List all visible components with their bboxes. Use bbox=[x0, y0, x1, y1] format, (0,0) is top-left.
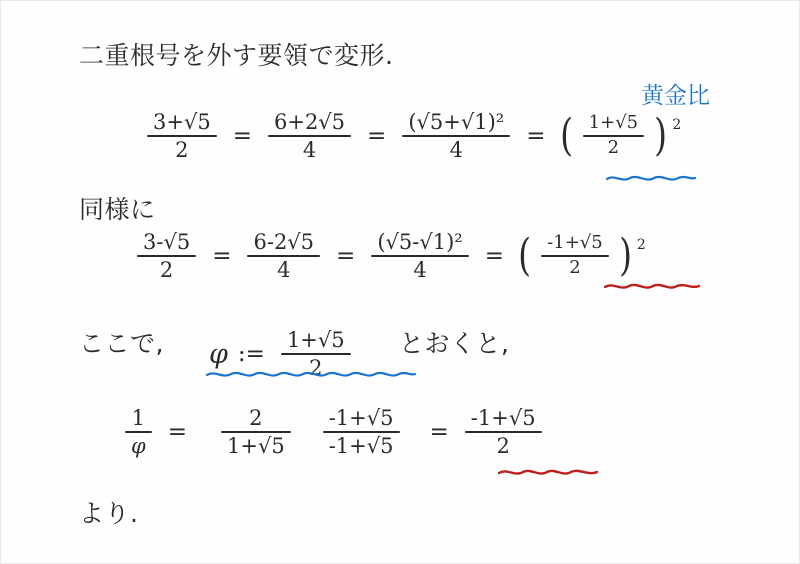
equation-1 bbox=[141, 109, 681, 163]
eq3-term-1-numerator: 2 bbox=[249, 406, 263, 430]
eq2-term-1-numerator: 3-√5 bbox=[143, 230, 191, 254]
eq1-term-2 bbox=[268, 109, 351, 163]
eq2-term-1 bbox=[137, 229, 196, 283]
eq3-term-3-numerator: -1+√5 bbox=[470, 406, 536, 430]
eq1-term-1-numerator: 3+√5 bbox=[153, 110, 211, 134]
right-paren: ) bbox=[618, 230, 632, 282]
eq2-term-1-denominator: 2 bbox=[159, 258, 174, 283]
blue-underline-definition bbox=[206, 369, 416, 379]
eq3-term-1 bbox=[221, 405, 291, 459]
eq1-term-2-numerator: 6+2√5 bbox=[273, 110, 346, 134]
eq1-term-4-fraction bbox=[583, 112, 644, 159]
eq3-term-3-denominator: 2 bbox=[496, 434, 510, 459]
eq1-term-4 bbox=[556, 110, 682, 162]
heading-text: 二重根号を外す要領で変形. bbox=[79, 41, 394, 70]
right-paren: ) bbox=[654, 110, 668, 162]
eq3-term-2-numerator: -1+√5 bbox=[328, 406, 394, 430]
eq2-term-4-fraction bbox=[541, 232, 609, 279]
eq1-equals-3: = bbox=[526, 123, 546, 150]
eq3-lhs-denominator: φ bbox=[131, 434, 146, 459]
therefore-text: より. bbox=[79, 499, 139, 528]
eq3-lhs-numerator: 1 bbox=[131, 406, 146, 430]
eq2-term-2-denominator: 4 bbox=[277, 258, 291, 283]
left-paren: ( bbox=[559, 110, 573, 162]
assignment-operator: := bbox=[237, 341, 265, 368]
eq1-term-3-numerator: (√5+√1)² bbox=[408, 110, 505, 134]
left-paren: ( bbox=[518, 230, 532, 282]
eq2-equals-2: = bbox=[336, 243, 356, 270]
eq2-equals-1: = bbox=[212, 243, 232, 270]
eq1-term-3-denominator: 4 bbox=[449, 138, 463, 163]
eq3-term-2-denominator: -1+√5 bbox=[328, 434, 394, 459]
eq2-term-4-exponent: 2 bbox=[636, 237, 646, 254]
eq2-term-4-numerator: -1+√5 bbox=[547, 232, 603, 254]
here-we-set-suffix: とおくと, bbox=[399, 329, 510, 358]
eq1-equals-2: = bbox=[367, 123, 387, 150]
eq1-term-1 bbox=[147, 109, 217, 163]
red-underline-eq2 bbox=[604, 281, 700, 291]
blue-underline-eq1 bbox=[606, 173, 696, 183]
red-underline-eq3 bbox=[498, 467, 598, 477]
similarly-text: 同様に bbox=[79, 195, 156, 224]
eq3-equals-1: = bbox=[167, 419, 187, 446]
definition-denominator: 2 bbox=[309, 356, 323, 381]
eq1-term-1-denominator: 2 bbox=[175, 138, 189, 163]
eq3-term-3 bbox=[465, 405, 542, 459]
equation-3 bbox=[119, 405, 548, 459]
eq1-term-4-numerator: 1+√5 bbox=[588, 112, 639, 134]
eq2-term-3 bbox=[371, 229, 468, 283]
eq2-term-3-denominator: 4 bbox=[413, 258, 427, 283]
eq1-term-3 bbox=[402, 109, 510, 163]
eq3-term-2 bbox=[323, 405, 400, 459]
here-we-set-prefix: ここで, bbox=[79, 329, 164, 358]
eq1-term-4-exponent: 2 bbox=[672, 117, 682, 134]
eq1-term-4-denominator: 2 bbox=[607, 137, 620, 159]
eq2-term-2 bbox=[247, 229, 320, 283]
eq3-equals-2: = bbox=[429, 419, 449, 446]
eq2-term-2-numerator: 6-2√5 bbox=[253, 230, 315, 254]
golden-ratio-label: 黄金比 bbox=[641, 83, 710, 109]
definition-numerator: 1+√5 bbox=[286, 328, 345, 352]
eq1-term-2-denominator: 4 bbox=[302, 138, 317, 163]
eq3-lhs bbox=[125, 405, 152, 459]
eq3-term-1-denominator: 1+√5 bbox=[227, 434, 285, 459]
phi-symbol: φ bbox=[209, 338, 228, 370]
eq2-term-4 bbox=[514, 230, 646, 282]
eq2-term-4-denominator: 2 bbox=[569, 257, 581, 279]
eq1-equals-1: = bbox=[232, 123, 252, 150]
eq2-term-3-numerator: (√5-√1)² bbox=[377, 230, 463, 254]
eq2-equals-3: = bbox=[484, 243, 504, 270]
equation-2 bbox=[131, 229, 646, 283]
